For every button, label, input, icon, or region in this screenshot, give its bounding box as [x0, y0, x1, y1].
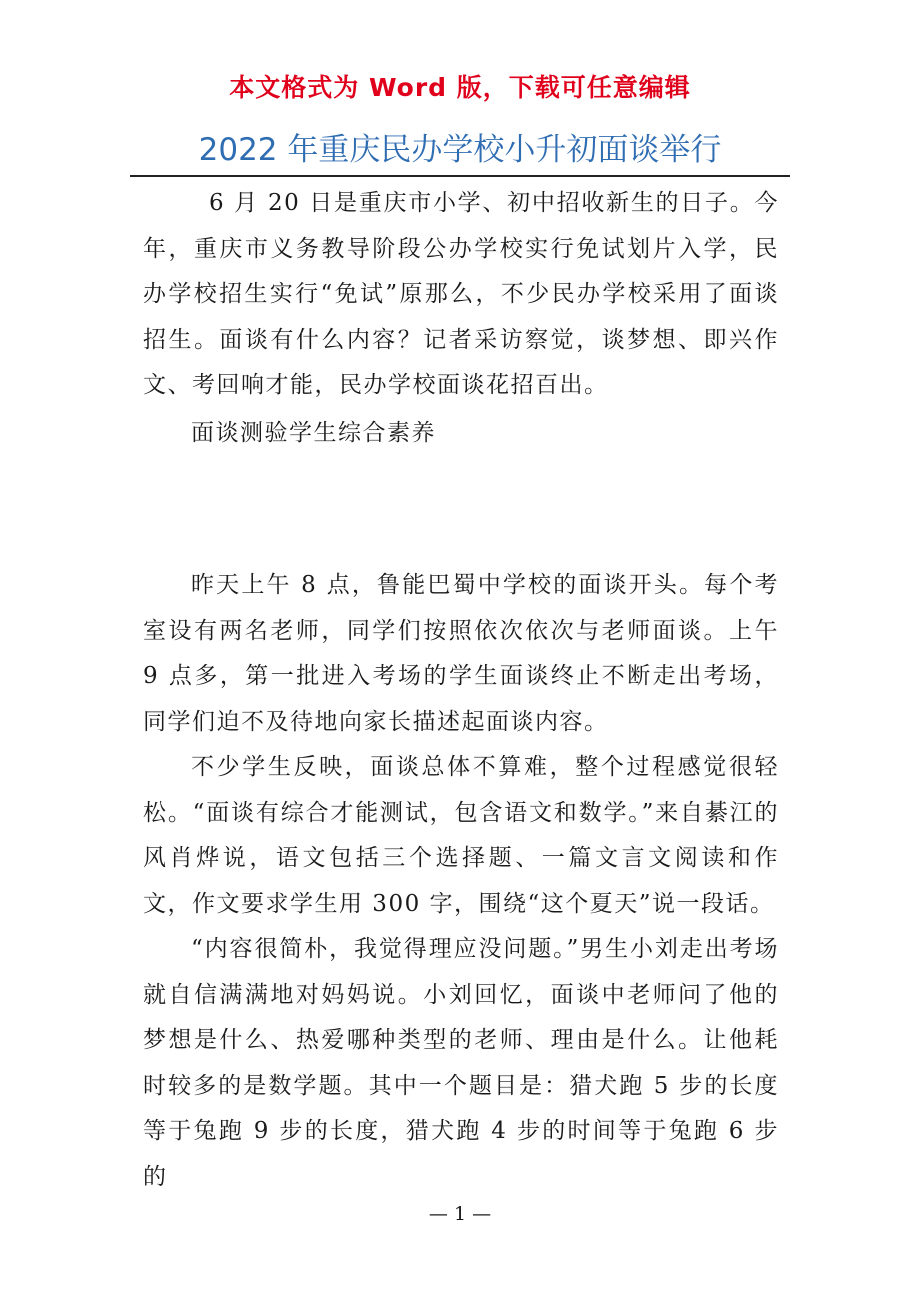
page-number: — 1 — [428, 1203, 492, 1225]
body-paragraph: 不少学生反映，面谈总体不算难，整个过程感觉很轻松。“面谈有综合才能测试，包含语文和数学。”来自綦江的风肖烨说，语文包括三个选择题、一篇文言文阅读和作文，作文要求学生用 300 字，围绕“这个夏天”说一段话。 [143, 754, 779, 917]
section-heading-block [143, 411, 779, 457]
intro-block [143, 181, 779, 409]
article-body [143, 563, 779, 1200]
body-paragraph: 昨天上午 8 点，鲁能巴蜀中学校的面谈开头。每个考室设有两名老师，同学们按照依次依次与老师面谈。上午 9 点多，第一批进入考场的学生面谈终止不断走出考场，同学们迫不及待地向家长描述起面谈内容。 [143, 572, 779, 735]
intro-paragraph: 6 月 20 日是重庆市小学、初中招收新生的日子。今年，重庆市义务教导阶段公办学校实行免试划片入学，民办学校招生实行“免试”原那么，不少民办学校采用了面谈招生。面谈有什么内容？记者采访察觉，谈梦想、即兴作文、考回响才能，民办学校面谈花招百出。 [143, 190, 779, 398]
document-title: 2022 年重庆民办学校小升初面谈举行 [198, 132, 722, 168]
section-heading: 面谈测验学生综合素养 [191, 420, 436, 446]
format-notice-banner: 本文格式为 Word 版，下载可任意编辑 [229, 73, 691, 102]
body-paragraph: “内容很简朴，我觉得理应没问题。”男生小刘走出考场就自信满满地对妈妈说。小刘回忆，面谈中老师问了他的梦想是什么、热爱哪种类型的老师、理由是什么。让他耗时较多的是数学题。其中一个题目是：猎犬跑 5 步的长度等于兔跑 9 步的长度，猎犬跑 4 步的时间等于兔跑 6 步的 [143, 936, 779, 1190]
title-divider [130, 175, 790, 177]
